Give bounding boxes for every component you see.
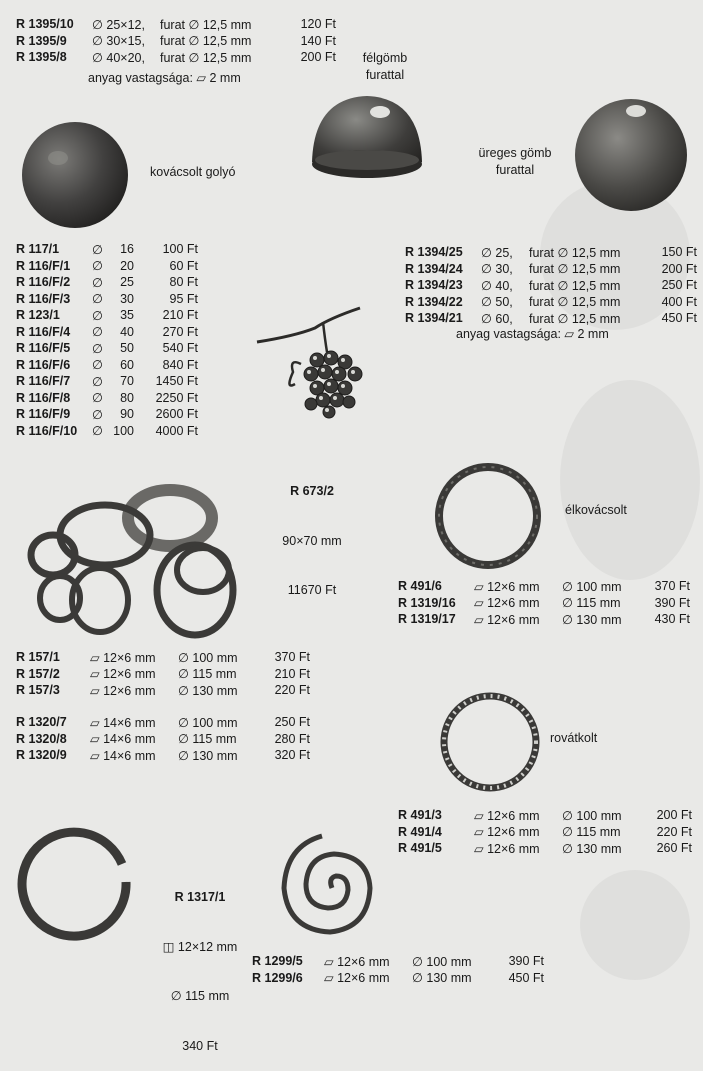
dimension: ∅ 40×20, [92,50,145,65]
diameter: 100 [113,423,134,438]
product-code: R 1320/8 [16,731,67,746]
profile: ⏥ 12×6 mm [474,579,540,594]
product-code: R 1394/23 [405,278,463,293]
profile: ⏥ 14×6 mm [90,748,156,763]
diameter: ∅ 115 mm [562,596,621,611]
diameter: 90 [120,407,134,422]
price: 100 Ft [162,242,198,257]
dimension: ∅ 30×15, [92,34,145,49]
bore: furat ∅ 12,5 mm [160,34,252,49]
grape-price: 11670 Ft [287,583,337,597]
diameter: ∅ 100 mm [562,808,622,823]
price: 250 Ft [274,715,310,730]
table-row [16,714,314,731]
price: 450 Ft [508,970,544,985]
price: 210 Ft [274,666,310,681]
product-code: R 491/5 [398,841,442,856]
bore: furat ∅ 12,5 mm [529,278,621,293]
price: 370 Ft [274,650,310,665]
profile: ⏥ 12×6 mm [474,841,540,856]
product-code: R 1320/9 [16,748,67,763]
r1317-code: R 1317/1 [174,890,226,904]
price: 60 Ft [169,258,198,273]
rovatkolt-label: rovátkolt [550,731,598,745]
table-row [252,953,548,970]
background-ornament [580,870,690,980]
diameter-symbol: ∅ [92,341,103,356]
product-code: R 1394/25 [405,245,463,260]
price: 220 Ft [656,824,692,839]
dimension: ∅ 50, [481,295,513,310]
diameter-symbol: ∅ [92,292,103,307]
notched-ring-image [436,688,544,796]
ureges-label: üreges gömb furattal [478,146,552,177]
open-ring-image [14,826,136,948]
grape-size: 90×70 mm [282,533,342,548]
table-row [16,649,314,666]
product-code: R 157/3 [16,683,60,698]
profile: ⏥ 14×6 mm [90,732,156,747]
table-row [16,682,314,699]
profile: ⏥ 14×6 mm [90,715,156,730]
table-row [16,747,314,764]
table-row [398,611,694,628]
price: 95 Ft [169,291,198,306]
product-code: R 116/F/4 [16,324,71,339]
product-code: R 123/1 [16,308,60,323]
table-row [16,16,340,33]
product-code: R 116/F/1 [16,258,71,273]
diameter-symbol: ∅ [92,358,103,373]
product-code: R 117/1 [16,242,60,257]
price: 390 Ft [654,595,690,610]
background-ornament [560,380,700,580]
product-code: R 1394/21 [405,311,463,326]
diameter-symbol: ∅ [92,259,103,274]
r1395-table [16,16,340,66]
product-code: R 491/3 [398,808,442,823]
r1395-thickness: anyag vastagsága: ⏥ 2 mm [88,71,241,85]
table-row [16,373,202,390]
rings-pile-image [15,480,240,650]
r1317-profile: ◫ 12×12 mm [162,939,238,954]
product-code: R 491/6 [398,579,442,594]
table-row [16,340,202,357]
diameter: ∅ 130 mm [562,612,622,627]
profile: ⏥ 12×6 mm [474,596,540,611]
table-row [398,824,696,841]
profile: ⏥ 12×6 mm [90,683,156,698]
r1320-table [16,714,314,764]
diameter: 40 [120,324,134,339]
grape-ornament-image [255,300,375,430]
product-code: R 157/2 [16,666,60,681]
profile: ⏥ 12×6 mm [324,971,390,986]
table-row [16,33,340,50]
dimension: ∅ 40, [481,278,513,293]
product-code: R 116/F/7 [16,374,71,389]
product-code: R 1395/9 [16,33,67,48]
table-row [405,294,701,311]
bore: furat ∅ 12,5 mm [160,17,252,32]
dimension: ∅ 25×12, [92,17,145,32]
profile: ⏥ 12×6 mm [90,667,156,682]
diameter-symbol: ∅ [92,308,103,323]
diameter: ∅ 100 mm [562,579,622,594]
elkovacsolt-label: élkovácsolt [565,503,627,517]
diameter: 50 [120,341,134,356]
product-code: R 1394/22 [405,294,463,309]
table-row [16,274,202,291]
diameter-symbol: ∅ [92,325,103,340]
product-code: R 1320/7 [16,715,67,730]
diameter: ∅ 130 mm [562,841,622,856]
product-code: R 116/F/9 [16,407,71,422]
profile: ⏥ 12×6 mm [474,808,540,823]
product-code: R 1319/16 [398,595,456,610]
diameter: 25 [120,275,134,290]
price: 260 Ft [656,841,692,856]
price: 220 Ft [274,683,310,698]
r1394-thickness: anyag vastagsága: ⏥ 2 mm [456,327,609,341]
r1299-table [252,953,548,986]
price: 80 Ft [169,275,198,290]
table-row [405,310,701,327]
product-code: R 1395/10 [16,17,74,32]
price: 840 Ft [162,357,198,372]
diameter-symbol: ∅ [92,407,103,422]
diameter: ∅ 130 mm [178,683,238,698]
profile: ⏥ 12×6 mm [474,612,540,627]
edge-forged-ring-image [432,460,544,572]
price: 150 Ft [661,245,697,260]
r1317-diameter: ∅ 115 mm [170,989,230,1003]
product-code: R 116/F/10 [16,423,78,438]
profile: ⏥ 12×6 mm [324,954,390,969]
product-code: R 116/F/3 [16,291,71,306]
table-row [16,49,340,66]
hollow-sphere-image [574,95,689,213]
table-row [398,595,694,612]
price: 4000 Ft [155,423,198,438]
price: 250 Ft [661,278,697,293]
diameter-symbol: ∅ [92,275,103,290]
table-row [405,277,701,294]
profile: ⏥ 12×6 mm [90,650,156,665]
diameter: 80 [120,390,134,405]
product-code: R 116/F/6 [16,357,71,372]
diameter-symbol: ∅ [92,391,103,406]
bore: furat ∅ 12,5 mm [529,311,621,326]
table-row [16,666,314,683]
diameter-symbol: ∅ [92,242,103,257]
felgomb-label: félgömb furattal [362,51,408,82]
diameter: 30 [120,291,134,306]
price: 210 Ft [162,308,198,323]
diameter: 16 [120,242,134,257]
golyo-label: kovácsolt golyó [150,165,236,179]
r1317-price: 340 Ft [182,1038,218,1053]
diameter: 35 [120,308,134,323]
table-row [398,840,696,857]
r491b-table [398,807,696,857]
diameter: ∅ 115 mm [562,825,621,840]
price: 2600 Ft [155,407,198,422]
price: 450 Ft [661,311,697,326]
product-code: R 1299/5 [252,954,303,969]
diameter: ∅ 100 mm [178,715,238,730]
diameter: 60 [120,357,134,372]
dimension: ∅ 30, [481,262,513,277]
table-row [16,731,314,748]
price: 1450 Ft [155,374,198,389]
price: 540 Ft [162,341,198,356]
golyo-table [16,241,202,439]
diameter-symbol: ∅ [92,424,103,439]
r491a-table [398,578,694,628]
price: 270 Ft [162,324,198,339]
diameter: ∅ 100 mm [412,954,472,969]
spiral-image [272,826,390,944]
product-code: R 1299/6 [252,970,303,985]
diameter: ∅ 115 mm [178,732,237,747]
product-code: R 116/F/2 [16,275,71,290]
grape-code: R 673/2 [290,484,334,498]
r1317-info [150,856,250,1071]
dimension: ∅ 60, [481,311,513,326]
price: 320 Ft [274,748,310,763]
table-row [16,423,202,440]
r157-table [16,649,314,699]
product-code: R 1319/17 [398,612,456,627]
diameter: 20 [120,258,134,273]
product-code: R 116/F/5 [16,341,71,356]
price: 400 Ft [661,294,697,309]
price: 430 Ft [654,612,690,627]
diameter: ∅ 100 mm [178,650,238,665]
table-row [16,357,202,374]
price: 200 Ft [656,808,692,823]
diameter-symbol: ∅ [92,374,103,389]
price: 390 Ft [508,954,544,969]
table-row [16,324,202,341]
product-code: R 116/F/8 [16,390,71,405]
diameter: 70 [120,374,134,389]
forged-ball-image [18,120,133,230]
bore: furat ∅ 12,5 mm [160,50,252,65]
product-code: R 491/4 [398,824,442,839]
price: 280 Ft [274,731,310,746]
product-code: R 1395/8 [16,50,67,65]
price: 120 Ft [300,17,336,32]
r1394-table [405,244,701,327]
table-row [252,970,548,987]
grape-info [262,450,362,615]
price: 370 Ft [654,579,690,594]
bore: furat ∅ 12,5 mm [529,245,621,260]
bore: furat ∅ 12,5 mm [529,262,621,277]
price: 2250 Ft [155,390,198,405]
product-code: R 157/1 [16,650,60,665]
price: 200 Ft [661,261,697,276]
diameter: ∅ 130 mm [178,748,238,763]
bore: furat ∅ 12,5 mm [529,295,621,310]
table-row [398,807,696,824]
table-row [405,244,701,261]
dimension: ∅ 25, [481,245,513,260]
profile: ⏥ 12×6 mm [474,825,540,840]
product-code: R 1394/24 [405,261,463,276]
diameter: ∅ 130 mm [412,971,472,986]
table-row [16,291,202,308]
hemisphere-image [308,92,426,187]
diameter: ∅ 115 mm [178,667,237,682]
table-row [398,578,694,595]
table-row [16,258,202,275]
table-row [16,241,202,258]
table-row [16,406,202,423]
price: 200 Ft [300,50,336,65]
table-row [405,261,701,278]
table-row [16,390,202,407]
price: 140 Ft [300,33,336,48]
table-row [16,307,202,324]
